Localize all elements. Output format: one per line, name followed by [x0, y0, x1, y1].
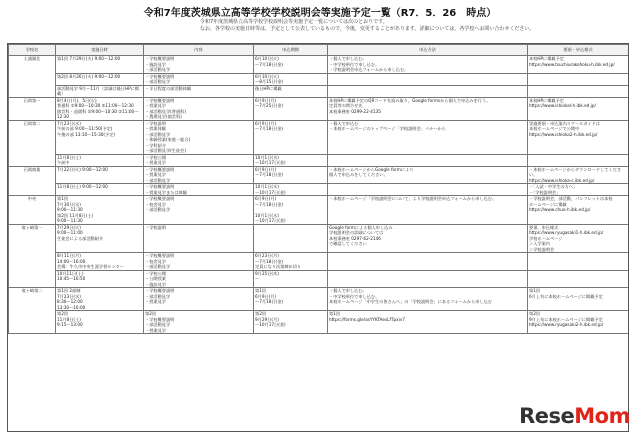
table-row	[9, 56, 629, 74]
table-row	[9, 85, 629, 97]
cell-period	[254, 224, 328, 253]
cell-date: 7月23日(水) 午前の部 9:00〜11:50(予定) 午後の部 13:10〜15:30(予定)	[56, 120, 144, 154]
cell-content: ・学校説明 ・授業体験 ・部活動見学 ・体験授業(家庭・総合) ・学科紹介 ・部活動見学(生徒会)	[144, 120, 254, 154]
table-row	[9, 166, 629, 184]
cell-method: Google formによる個人申し込み 学校説明会の詳細については 本校事務室 0297-62-2146 で確認してください	[328, 224, 528, 253]
cell-forms: ・「入試・中学生の方へ」 ・「学校説明会」	[528, 184, 629, 196]
cell-content: ・学校概要説明 ・授業見学または体験	[144, 184, 254, 196]
cell-period: 10月1日(水) 〜10月17日(金)	[254, 184, 328, 196]
cell-school-name: 中央	[9, 196, 56, 225]
cell-date: 第2回 11月8日(土) 9:15〜13:00	[56, 311, 144, 334]
watermark-part1: Rese	[519, 404, 575, 428]
header-forms: 要項・申込様式	[528, 45, 629, 56]
cell-school-name: 石岡第二	[9, 120, 56, 166]
header-date: 実施日時	[56, 45, 144, 56]
cell-date: 第1回 7月30日(水) 9:00〜11:30 第2回 11月8日(土) 9:00〜11:30	[56, 196, 144, 225]
cell-content: ・学校公開 ・授業見学	[144, 154, 254, 166]
cell-content: ・学校説明	[144, 224, 254, 253]
cell-forms: ・本校ホームページからダウンロードしてください。 https://www.ishioka-c.ibk.ed.jp/	[528, 166, 629, 184]
resemom-watermark	[519, 404, 630, 428]
cell-content: ・学校概要説明 ・部活動見学	[144, 73, 254, 85]
cell-date: 8月4日(月)，5日(火) 普通科 ①9:00〜10:30 ②11:00〜12:30 園芸科・造園科 ①9:00〜10:30 ②11:00〜12:30	[56, 97, 144, 120]
cell-date: 8月11日(月) 14:00〜16:00 会場：牛久市中央生涯学習センター	[56, 253, 144, 271]
cell-method: ・個人で申し込む。 ・中学校単位で申し込む。 本校ホームページ「中学生の皆さんへ」の「学校説明会」にあるフォームから申し込む	[328, 288, 528, 311]
cell-method: ・本校ホームページ「学校説明会について」より学校説明会申込フォームから申し込む。	[328, 196, 528, 225]
table-row	[9, 311, 629, 334]
subtitle	[200, 19, 560, 33]
table-row	[9, 270, 629, 288]
cell-forms: 本校HPに掲載予定 https://www.ishiokal-h.ibk.ed.jp/	[528, 97, 629, 120]
cell-school-name: 竜ヶ崎第一	[9, 224, 56, 288]
schedule-table	[8, 44, 629, 334]
cell-method	[328, 73, 528, 85]
cell-school-name: 土浦湖北	[9, 56, 56, 98]
cell-period: 6月9日(月) 〜7月25日(金)	[254, 97, 328, 120]
cell-period: 第1回 6月9日(月) 〜7月18日(金)	[254, 288, 328, 311]
cell-content: ・学校概要説明 ・施設見学 ・部活動見学	[144, 56, 254, 74]
cell-period: 第2回 9月29日(月) 〜10月17日(金)	[254, 311, 328, 334]
cell-content: ・学校概要説明 ・校舎見学 ・部活動見学	[144, 196, 254, 225]
cell-date: 11月8日(土) 午前中	[56, 154, 144, 166]
table-row	[9, 196, 629, 225]
cell-date: 第1回 7月29日(火) 9:00〜12:00	[56, 56, 144, 74]
cell-content: 第2回 ・学校概要説明 ・部活動見学 ・授業見学	[144, 311, 254, 334]
header-content: 内容	[144, 45, 254, 56]
header-method: 申込方法	[328, 45, 528, 56]
page-title: 令和7年度茨城県立高等学校学校説明会等実施予定一覧（R7．5．26 時点）	[143, 8, 497, 19]
table-body	[9, 56, 629, 334]
header-period: 申込期間	[254, 45, 328, 56]
cell-content: ・学校概要説明 ・校舎見学 ・部活動見学	[144, 253, 254, 271]
cell-period: 6月10日(火) 〜7月18日(金)	[254, 56, 328, 74]
watermark-part2: Mom	[574, 404, 630, 428]
cell-period: 6月9日(月) 〜7月18日(金)	[254, 120, 328, 154]
table-header-row	[9, 45, 629, 56]
cell-period: 後日HPに掲載	[254, 85, 328, 97]
cell-period: 9月25日(木) 〜	[254, 270, 328, 288]
cell-forms: 第2回 9月上旬に本校ホームページに掲載予定 https://www.ryugasaki2-h.ibk.ed.jp/	[528, 311, 629, 334]
cell-forms: 実施要項・申込案内スクールガイドは 本校ホームページで公開中 https://www.ishioka2-h.ibk.ed.jp/	[528, 120, 629, 154]
cell-date: 10月11日(土) 10:45〜16:50	[56, 270, 144, 288]
cell-period: 6月10日(火) 〜8月15日(金)	[254, 73, 328, 85]
cell-method: ・個人で申込む ・本校ホームページのトップページ「学校説明会」バナーから	[328, 120, 528, 154]
cell-forms	[528, 253, 629, 271]
cell-content: ・学校概要説明 ・部活動見学 ・授業見学	[144, 288, 254, 311]
cell-method: 本校HPに掲載予定のQRコードを読み取り，Google formsから個人で申込みを行う。 定員等の問合せ先 本校事務室 0299-22-4135	[328, 97, 528, 120]
cell-forms	[528, 73, 629, 85]
table-row	[9, 253, 629, 271]
cell-date: 7月22日(火) 9:00〜12:00	[56, 166, 144, 184]
cell-school-name: 石岡商業	[9, 166, 56, 196]
cell-forms: 第1回 6月上旬に本校ホームページに掲載予定	[528, 288, 629, 311]
cell-content: ・半日程度の部活動体験	[144, 85, 254, 97]
cell-date: 第2回 8月26日(火) 9:00〜12:00	[56, 73, 144, 85]
cell-date: 7月29日(火) 9:00〜11:00 生徒会による部活動紹介	[56, 224, 144, 253]
cell-method	[328, 253, 528, 271]
cell-school-name: 竜ヶ崎第二	[9, 288, 56, 334]
subtitle-line: なお，各学校の実施日時等は，予定として公表しているもので，今後，変更することがあります。詳細については，各学校へお問い合わせください。	[200, 26, 535, 32]
cell-content: ・学校概要説明 ・授業見学 ・部活動見学	[144, 166, 254, 184]
cell-school-name: 石岡第一	[9, 97, 56, 120]
cell-method	[328, 270, 528, 288]
table-row	[9, 97, 629, 120]
cell-method: ・個人で申し込む。 ・中学校単位で申し込む。 ・学校説明会申込フォームから申し込む。	[328, 56, 528, 74]
table-row	[9, 224, 629, 253]
cell-period: 6月23日(月) 〜7月18日(金) 定員になり次第締め切り	[254, 253, 328, 271]
cell-method	[328, 154, 528, 166]
schedule-sheet	[7, 43, 629, 432]
cell-forms: 要項，申込様式 https://www.ryugasaki1-h.ibk.ed.jp/ 学校ホームページ ＞入学案内 ＞学校説明会	[528, 224, 629, 253]
cell-forms	[528, 270, 629, 288]
cell-period: 6月9日(月) 〜7月18日(金)	[254, 166, 328, 184]
table-row	[9, 288, 629, 311]
cell-content: ・学校公開 ・公開授業 ・施設見学	[144, 270, 254, 288]
table-row	[9, 184, 629, 196]
cell-method: 第1回 https://forms.gle/asYYKTAesLfTpxiv7	[328, 311, 528, 334]
cell-forms	[528, 154, 629, 166]
cell-content: ・学校概要説明 ・授業見学 ・部活動見学(普通科) ・農場見学(園芸科)	[144, 97, 254, 120]
table-row	[9, 120, 629, 154]
cell-method	[328, 184, 528, 196]
cell-forms: 本校HPに掲載予定 https://www.tsuchiurakohoku-h.ibk.ed.jp/	[528, 56, 629, 74]
cell-date: 11月8日(土) 9:00〜12:00	[56, 184, 144, 196]
cell-forms: ・学校説明会，部活動，パンフレットは本校 ホームページに掲載 https://www.chuo-h.ibk.ed.jp/	[528, 196, 629, 225]
subtitle-line: 令和7年度茨城県立高等学校学校説明会等実施予定一覧については次のとおりです。	[200, 19, 388, 25]
table-row	[9, 154, 629, 166]
cell-forms	[528, 85, 629, 97]
cell-method	[328, 85, 528, 97]
cell-method: ・本校ホームページからGoogle formにより 個人で申込みをしてください。	[328, 166, 528, 184]
cell-date: 第1回 2部制 7月23日(水) 8:30〜12:00 13:30〜16:00	[56, 288, 144, 311]
table-row	[9, 73, 629, 85]
header-school: 学校名	[9, 45, 56, 56]
cell-period: 6月9日(月) 〜7月18日(金) 10月1日(水) 〜10月17日(金)	[254, 196, 328, 225]
cell-date: 部活動見学 9月〜11月（詳細は後日HPに掲載）	[56, 85, 144, 97]
cell-period: 10月1日(水) 〜10月17日(金)	[254, 154, 328, 166]
